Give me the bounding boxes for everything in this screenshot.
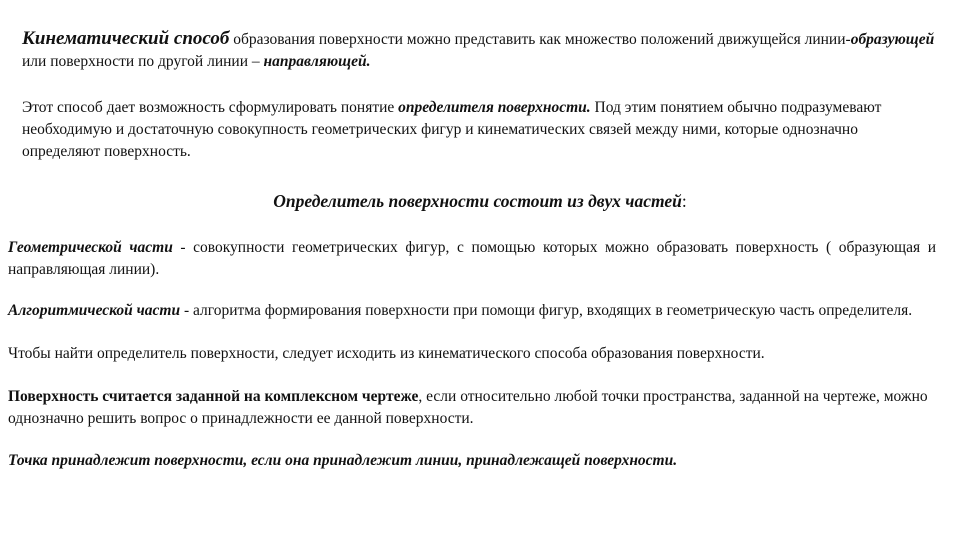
rule-point-belongs: Точка принадлежит поверхности, если она принадлежит линии, принадлежащей поверхности.	[8, 452, 678, 469]
paragraph-algorithmic-part	[8, 300, 936, 322]
text: - совокупности геометрических фигур, с помощью которых можно образовать поверхность ( образующая и направляющая линии).	[8, 239, 936, 278]
term-algorithmic-part: Алгоритмической части	[8, 302, 181, 319]
paragraph-complex-drawing	[8, 386, 936, 430]
text: Этот способ дает возможность сформулировать понятие	[22, 99, 399, 116]
term-surface-determinant: определителя поверхности.	[398, 99, 591, 116]
term-kinematic-method: Кинематический способ	[22, 28, 230, 49]
term-generatrix: образующей	[850, 31, 935, 48]
text: или поверхности по другой линии –	[22, 53, 264, 70]
paragraph-point-belongs	[8, 450, 948, 472]
text: Под этим понятием обычно подразумевают необходимую и достаточную совокупность геометрических фигур и кинематических связей между ними, которые однозначно определяют поверхность.	[22, 99, 882, 160]
paragraph-surface-determinant	[22, 97, 932, 163]
text: - алгоритма формирования поверхности при помощи фигур, входящих в геометрическую часть определителя.	[180, 302, 913, 319]
section-heading	[0, 189, 960, 213]
paragraph-kinematic-method	[22, 28, 952, 73]
term-geometric-part: Геометрической части	[8, 239, 173, 256]
text: , если относительно любой точки пространства, заданной на чертеже, можно однозначно решить вопрос о принадлежности ее данной поверхности.	[8, 388, 928, 427]
paragraph-geometric-part	[8, 237, 936, 281]
text: Чтобы найти определитель поверхности, следует исходить из кинематического способа образования поверхности.	[8, 345, 765, 362]
term-surface-defined: Поверхность считается заданной на комплексном чертеже	[8, 388, 419, 405]
heading-colon: :	[681, 191, 687, 211]
heading-text: Определитель поверхности состоит из двух частей	[273, 191, 682, 211]
paragraph-find-determinant	[8, 343, 948, 365]
term-directrix: направляющей.	[263, 53, 371, 70]
text: образования поверхности можно представить как множество положений движущейся линии-	[229, 31, 851, 48]
